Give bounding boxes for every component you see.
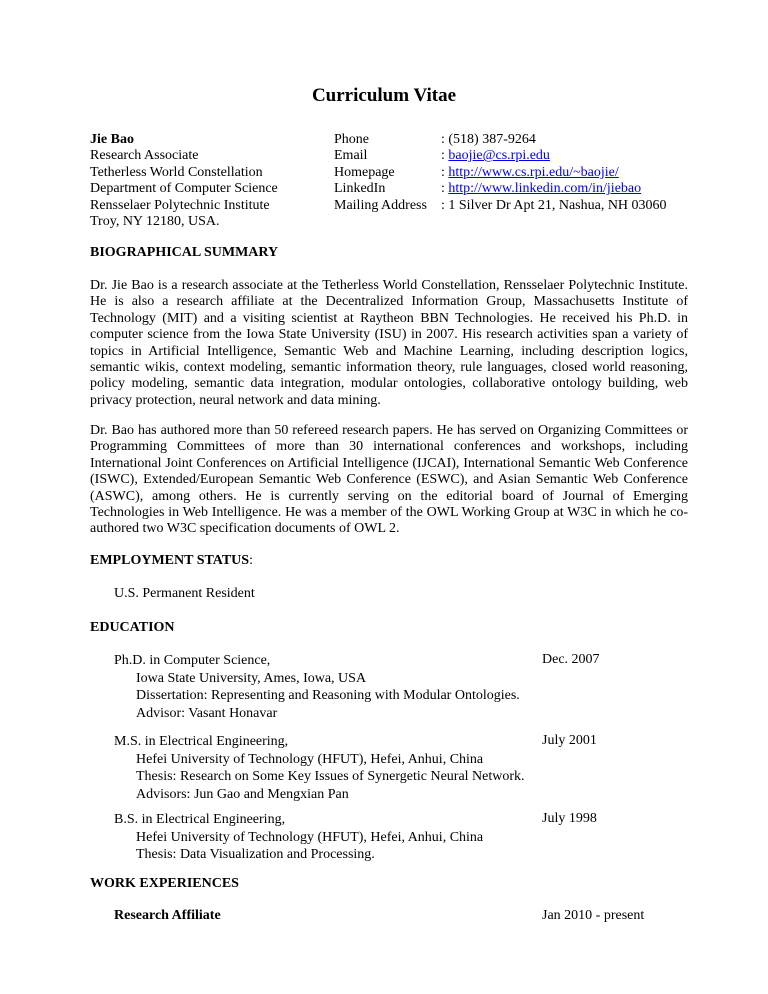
detail: Advisor: Vasant Honavar xyxy=(136,705,278,721)
detail: Hefei University of Technology (HFUT), Hefei, Anhui, China xyxy=(136,829,484,845)
person-line: Tetherless World Constellation xyxy=(90,164,263,180)
contact-label: Email xyxy=(334,148,368,164)
employment-status: U.S. Permanent Resident xyxy=(114,586,255,601)
contact-value xyxy=(441,181,641,197)
work-date: Jan 2010 - present xyxy=(542,908,645,923)
person-line: Department of Computer Science xyxy=(90,181,278,197)
education-date: July 1998 xyxy=(542,811,597,826)
bio-paragraph-1: Dr. Jie Bao is a research associate at the Tetherless World Constellation, Rensselaer Polytechnic Institute. He is also a research affiliate at the Decentralized Information Group, Massachusetts Institute of Technology (MIT) and a visiting scientist at Raytheon BBN Technologies. He received his Ph.D. in computer science from the Iowa State University (ISU) in 2007. His research activities span a variety of topics in Artificial Intelligence, Semantic Web and Machine Learning, including description logics, semantic wikis, context modeling, semantic information theory, rule languages, closed world reasoning, policy modeling, semantic data integration, modular ontologies, collaborative ontology building, web privacy protection, neural network and data mining. xyxy=(90,278,688,408)
contact-value: : 1 Silver Dr Apt 21, Nashua, NH 03060 xyxy=(441,197,667,213)
contact-value: : (518) 387-9264 xyxy=(441,132,536,147)
person-line: Research Associate xyxy=(90,148,199,164)
person-line: Troy, NY 12180, USA. xyxy=(90,214,220,230)
homepage-link[interactable]: http://www.cs.rpi.edu/~baojie/ xyxy=(448,164,619,180)
employment-colon: : xyxy=(249,553,253,568)
detail: Iowa State University, Ames, Iowa, USA xyxy=(136,670,367,686)
contact-prefix: : xyxy=(441,181,449,197)
education-date: Dec. 2007 xyxy=(542,652,600,667)
bio-paragraph-2: Dr. Bao has authored more than 50 refereed research papers. He has served on Organizing Committees or Programming Committees of more than 30 international conferences and workshops, including International Joint Conferences on Artificial Intelligence (IJCAI), International Semantic Web Conference (ISWC), Extended/European Semantic Web Conference (ESWC), and Asian Semantic Web Conference (ASWC), among others. He is currently serving on the editorial board of Journal of Emerging Technologies in Web Intelligence. He was a member of the OWL Working Group at W3C in which he co-authored two W3C specification documents of OWL 2. xyxy=(90,423,688,537)
contact-value xyxy=(441,148,550,164)
degree: Ph.D. in Computer Science, xyxy=(114,653,271,668)
contact-value xyxy=(441,165,619,181)
person-line: Rensselaer Polytechnic Institute xyxy=(90,197,270,213)
contact-prefix: : xyxy=(441,148,449,164)
education-date: July 2001 xyxy=(542,733,597,748)
education-entry xyxy=(114,811,614,864)
detail: Thesis: Research on Some Key Issues of Synergetic Neural Network. xyxy=(136,769,525,784)
detail: Hefei University of Technology (HFUT), Hefei, Anhui, China xyxy=(136,751,484,767)
page-title: Curriculum Vitae xyxy=(311,85,457,106)
contact-label: Homepage xyxy=(334,164,395,180)
person-block xyxy=(90,132,278,230)
contact-label: Phone xyxy=(334,132,369,147)
education-heading: EDUCATION xyxy=(90,620,175,635)
work-title: Research Affiliate xyxy=(114,908,221,923)
education-entry xyxy=(114,733,614,803)
contact-prefix: : xyxy=(441,164,449,180)
detail: Thesis: Data Visualization and Processing. xyxy=(136,847,375,862)
education-entry xyxy=(114,652,614,722)
employment-heading xyxy=(90,553,253,569)
contact-label: Mailing Address xyxy=(334,197,427,213)
employment-heading-text: EMPLOYMENT STATUS xyxy=(90,553,250,568)
linkedin-link[interactable]: http://www.linkedin.com/in/jiebao xyxy=(448,181,642,197)
contact-label: LinkedIn xyxy=(334,181,386,197)
degree: B.S. in Electrical Engineering, xyxy=(114,812,286,827)
bio-heading: BIOGRAPHICAL SUMMARY xyxy=(90,245,279,260)
work-heading: WORK EXPERIENCES xyxy=(90,876,239,891)
email-link[interactable]: baojie@cs.rpi.edu xyxy=(448,148,550,164)
detail: Advisors: Jun Gao and Mengxian Pan xyxy=(136,786,349,802)
detail: Dissertation: Representing and Reasoning with Modular Ontologies. xyxy=(136,688,520,703)
person-name: Jie Bao xyxy=(90,132,134,147)
degree: M.S. in Electrical Engineering, xyxy=(114,734,289,749)
